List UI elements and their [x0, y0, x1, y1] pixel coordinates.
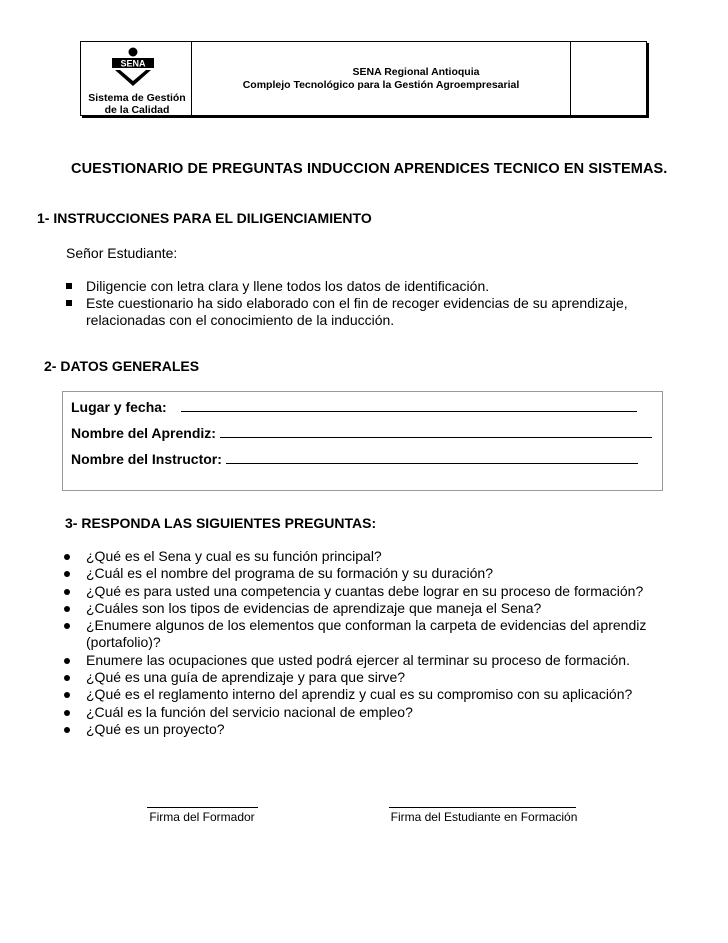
document-header: [80, 41, 647, 116]
section3-heading: 3- RESPONDA LAS SIGUIENTES PREGUNTAS:: [65, 515, 377, 531]
logo-cell: [81, 42, 192, 115]
sena-logo-icon: [109, 46, 157, 88]
bullet-icon: [64, 675, 70, 681]
bullet-icon: [64, 589, 70, 595]
list-item: ¿Qué es el reglamento interno del aprendiz y cual es su compromiso con su aplicación?: [62, 686, 662, 703]
bullet-icon: [64, 692, 70, 698]
list-item: ¿Qué es para usted una competencia y cuantas debe lograr en su proceso de formación?: [62, 583, 662, 600]
bullet-icon: [64, 606, 70, 612]
list-item: Diligencie con letra clara y llene todos los datos de identificación.: [64, 278, 654, 295]
complex-name: Complejo Tecnológico para la Gestión Agroempresarial: [242, 79, 520, 91]
list-item: ¿Cuál es el nombre del programa de su formación y su duración?: [62, 565, 662, 582]
svg-text:SENA: SENA: [120, 58, 146, 69]
list-item: Enumere las ocupaciones que usted podrá ejercer al terminar su proceso de formación.: [62, 652, 662, 669]
bullet-icon: [64, 571, 70, 577]
list-item: ¿Cuáles son los tipos de evidencias de aprendizaje que maneja el Sena?: [62, 600, 662, 617]
section2-heading: 2- DATOS GENERALES: [44, 358, 200, 374]
place-date-field: Lugar y fecha:: [71, 399, 637, 415]
bullet-icon: [64, 623, 70, 629]
bullet-icon: [64, 710, 70, 716]
header-title-cell: [192, 42, 571, 115]
salutation: Señor Estudiante:: [66, 245, 178, 261]
square-bullet-icon: [66, 283, 72, 289]
student-signature-line[interactable]: [389, 807, 576, 808]
document-title: CUESTIONARIO DE PREGUNTAS INDUCCION APRENDICES TECNICO EN SISTEMAS.: [71, 161, 668, 177]
section1-heading: 1- INSTRUCCIONES PARA EL DILIGENCIAMIENTO: [37, 210, 372, 226]
list-item: Este cuestionario ha sido elaborado con el fin de recoger evidencias de su aprendizaje, relacionadas con el conocimiento de la inducción.: [64, 295, 654, 329]
trainer-signature-label: Firma del Formador: [149, 810, 255, 824]
bullet-icon: [64, 658, 70, 664]
apprentice-name-line[interactable]: [220, 425, 652, 438]
list-item: ¿Cuál es la función del servicio nacional de empleo?: [62, 704, 662, 721]
list-item: ¿Qué es un proyecto?: [62, 721, 662, 738]
bullet-icon: [64, 727, 70, 733]
general-data-box: [62, 391, 663, 491]
instructor-name-field: Nombre del Instructor:: [71, 451, 638, 467]
list-item: ¿Qué es una guía de aprendizaje y para que sirve?: [62, 669, 662, 686]
instructions-list: [64, 278, 654, 329]
list-item: ¿Qué es el Sena y cual es su función principal?: [62, 548, 662, 565]
student-signature-label: Firma del Estudiante en Formación: [390, 810, 578, 824]
square-bullet-icon: [66, 300, 72, 306]
trainer-signature-line[interactable]: [147, 807, 258, 808]
header-empty-cell: [571, 42, 646, 115]
bullet-icon: [64, 554, 70, 560]
list-item: ¿Enumere algunos de los elementos que conforman la carpeta de evidencias del aprendiz (portafolio)?: [62, 617, 662, 652]
regional-name: SENA Regional Antioquia: [352, 66, 480, 78]
instructor-name-line[interactable]: [226, 451, 638, 464]
questions-list: [62, 548, 662, 738]
quality-system-label: Sistema de Gestión de la Calidad: [88, 92, 186, 116]
apprentice-name-field: Nombre del Aprendiz:: [71, 425, 652, 441]
place-date-line[interactable]: [181, 399, 637, 412]
